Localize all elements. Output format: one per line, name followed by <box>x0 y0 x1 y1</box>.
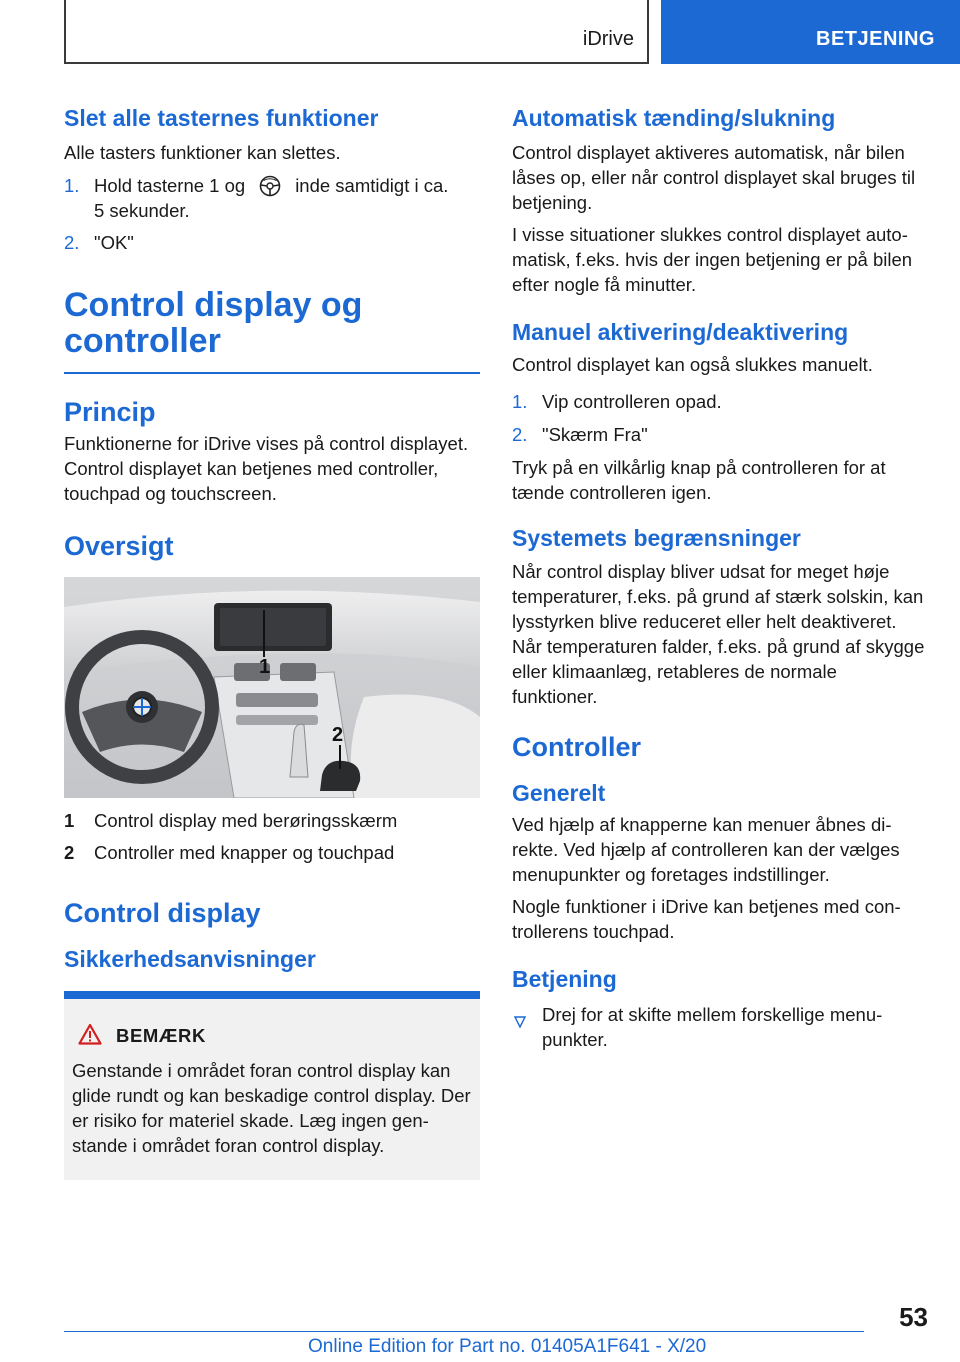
auto-text-1: Control displayet aktiveres automatisk, når bilen låses op, eller når control displayet skal bruges til betjening. <box>512 141 916 213</box>
legend-number: 2 <box>64 841 75 863</box>
dashboard-illustration <box>64 577 480 798</box>
footer-rule <box>64 1331 864 1332</box>
legend-item-2 <box>64 840 480 865</box>
princip-text: Funktionerne for iDrive vises på control displayet. Control displayet kan betjenes med controller, touchpad og touchscreen. <box>64 433 469 505</box>
notice-text: Genstande i området foran control display kan glide rundt og kan beskadige control display. Der er risiko for materiel skade. Læg ingen genstande i området foran control display. <box>72 1059 471 1156</box>
heading-manuel: Manuel aktivering/deaktivering <box>512 318 849 345</box>
heading-controller: Controller <box>512 731 642 762</box>
heading-generelt: Generelt <box>512 780 606 807</box>
figure-callout-2: 2 <box>332 723 344 746</box>
footer-edition: Online Edition for Part no. 01405A1F641 - X/20 <box>308 1336 707 1357</box>
legend-text: Control display med berøringsskærm <box>94 809 398 831</box>
step-number: 1. <box>64 174 80 196</box>
step-text-before: Hold tasterne 1 og <box>94 174 246 196</box>
heading-control-display: Control display <box>64 897 261 928</box>
heading-sikkerhed: Sikkerhedsanvisninger <box>64 946 316 973</box>
manuel-step-2 <box>512 422 926 447</box>
heading-main <box>64 287 480 360</box>
manuel-after-text: Tryk på en vilkårlig knap på controlleren for at tænde controlleren igen. <box>512 457 886 504</box>
header-frame <box>64 0 649 64</box>
step-text: "OK" <box>94 231 134 253</box>
auto-text-2: I visse situationer slukkes control displayet automatisk, f.eks. hvis der ingen betjening er på bilen efter nogle få minutter. <box>512 223 913 295</box>
slet-text: Alle tasters funktioner kan slettes. <box>64 141 341 163</box>
figure-callout-1: 1 <box>259 655 271 678</box>
header-chapter-tab: BETJENING <box>661 0 960 64</box>
step-number: 2. <box>512 424 528 446</box>
generelt-text-2: Nogle funktioner i iDrive kan betjenes med controllerens touchpad. <box>512 895 901 942</box>
heading-rule <box>64 372 480 374</box>
legend-text: Controller med knapper og touchpad <box>94 841 395 863</box>
betjening-item <box>512 1002 926 1052</box>
step-number: 1. <box>512 391 528 413</box>
manuel-text: Control displayet kan også slukkes manuelt. <box>512 354 873 376</box>
step-number: 2. <box>64 231 80 253</box>
step-text-line2: 5 sekunder. <box>94 199 190 221</box>
legend-item-1 <box>64 808 480 833</box>
header-section-title: iDrive <box>582 28 634 50</box>
step-text: "Skærm Fra" <box>542 424 648 446</box>
step-text-after: inde samtidigt i ca. <box>295 174 449 196</box>
heading-auto: Automatisk tænding/slukning <box>512 105 836 131</box>
notice-title: BEMÆRK <box>116 1025 206 1047</box>
heading-princip: Princip <box>64 397 156 428</box>
heading-systemets: Systemets begrænsninger <box>512 525 801 552</box>
step-text: Vip controlleren opad. <box>542 391 722 413</box>
warning-icon <box>78 1023 102 1050</box>
notice-box <box>64 991 480 1180</box>
heading-main-line2: controller <box>64 322 221 361</box>
betjening-text: Drej for at skifte mellem forskellige menupunkter. <box>542 1004 883 1051</box>
dashboard-figure <box>64 577 480 798</box>
slet-step-2 <box>64 230 480 255</box>
right-column <box>512 100 926 1052</box>
legend-number: 1 <box>64 809 75 831</box>
notice-header <box>72 1023 472 1050</box>
systemets-text: Når control display bliver udsat for meget høje temperaturer, f.eks. på grund af stærk solskin, kan lysstyrken blive reduceret eller helt deaktiveret. Når temperaturen falder, f.eks. på grund af skygge eller klimaanlæg, retableres de normale funktioner. <box>512 560 925 707</box>
page-number: 53 <box>899 1302 928 1332</box>
triangle-bullet-icon <box>514 1009 526 1034</box>
slet-step-1 <box>64 173 480 223</box>
heading-betjening: Betjening <box>512 965 617 992</box>
heading-slet: Slet alle tasternes funktioner <box>64 105 379 131</box>
heading-oversigt: Oversigt <box>64 531 174 562</box>
steering-wheel-icon <box>259 175 281 197</box>
generelt-text-1: Ved hjælp af knapperne kan menuer åbnes direkte. Ved hjælp af controlleren kan der vælges menupunkter og foretages indstillinger. <box>512 813 900 885</box>
heading-main-line1: Control display og <box>64 285 363 324</box>
manuel-step-1 <box>512 389 926 414</box>
left-column <box>64 100 480 1180</box>
